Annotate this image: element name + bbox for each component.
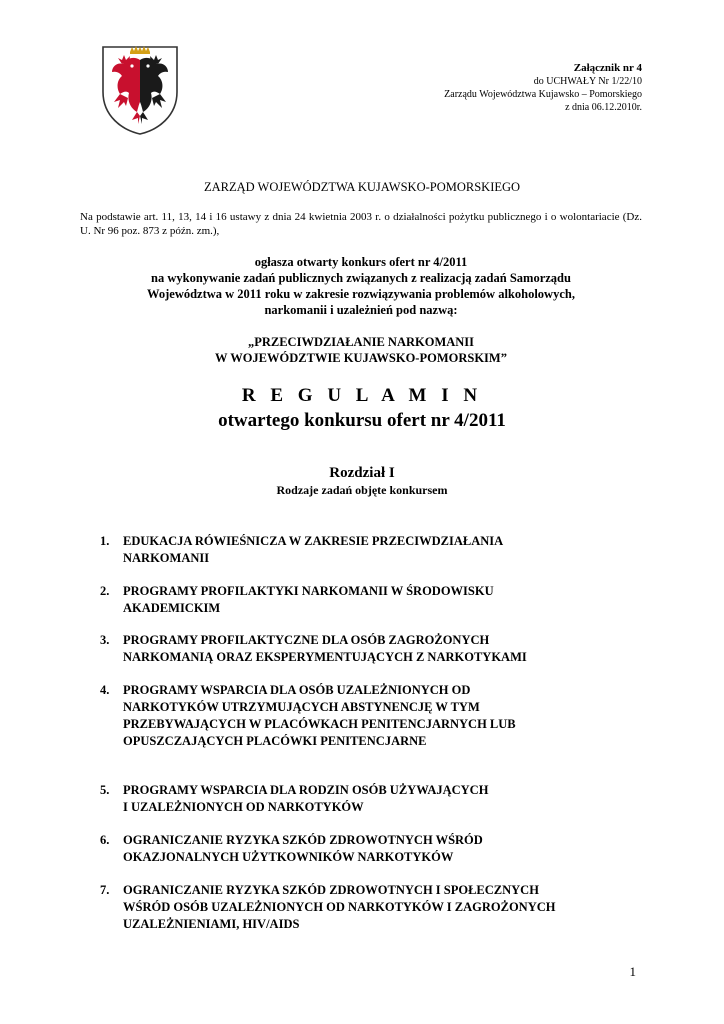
task-text-line: I UZALEŻNIONYCH OD NARKOTYKÓW <box>123 800 364 814</box>
legal-basis: Na podstawie art. 11, 13, 14 i 16 ustawy z dnia 24 kwietnia 2003 r. o działalności pożytku publicznego i o wolontariacie (Dz. U. Nr 96 poz. 873 z późn. zm.), <box>80 211 642 237</box>
task-item-3 <box>100 632 660 666</box>
chapter-subtitle: Rodzaje zadań objęte konkursem <box>276 483 448 497</box>
task-item-5 <box>100 782 660 816</box>
attachment-header <box>444 62 642 114</box>
task-number: 1. <box>100 534 110 548</box>
task-text-line: PRZEBYWAJĄCYCH W PLACÓWKACH PENITENCJARNYCH LUB <box>123 717 516 731</box>
task-text-line: AKADEMICKIM <box>123 601 221 615</box>
regulations-subheading: otwartego konkursu ofert nr 4/2011 <box>218 410 506 431</box>
task-text-line: NARKOMANIĄ ORAZ EKSPERYMENTUJĄCYCH Z NARKOTYKAMI <box>123 650 527 664</box>
page-number: 1 <box>629 964 636 979</box>
task-text-line: NARKOMANII <box>123 551 210 565</box>
coat-of-arms-icon <box>100 44 180 136</box>
chapter-heading <box>0 464 724 498</box>
task-text-line: PROGRAMY PROFILAKTYKI NARKOMANII W ŚRODOWISKU <box>123 584 494 598</box>
task-text-line: OPUSZCZAJĄCYCH PLACÓWKI PENITENCJARNE <box>123 734 427 748</box>
task-item-4 <box>100 682 660 750</box>
contest-name-line-2: W WOJEWÓDZTWIE KUJAWSKO-POMORSKIM” <box>215 351 507 365</box>
task-text-line: NARKOTYKÓW UTRZYMUJĄCYCH ABSTYNENCJĘ W TYM <box>123 700 480 714</box>
task-text-line: OGRANICZANIE RYZYKA SZKÓD ZDROWOTNYCH I SPOŁECZNYCH <box>123 883 539 897</box>
announcement-line-4: narkomanii i uzależnień pod nazwą: <box>264 303 458 317</box>
task-number: 7. <box>100 883 110 897</box>
regulations-heading: R E G U L A M I N <box>241 385 483 406</box>
task-number: 6. <box>100 833 110 847</box>
chapter-title: Rozdział I <box>329 465 395 481</box>
task-text-line: PROGRAMY WSPARCIA DLA RODZIN OSÓB UŻYWAJĄCYCH <box>123 783 489 797</box>
task-text-line: EDUKACJA RÓWIEŚNICZA W ZAKRESIE PRZECIWDZIAŁANIA <box>123 534 504 548</box>
task-item-1 <box>100 533 660 567</box>
announcement <box>80 254 642 318</box>
issuing-body: Zarządu Województwa Kujawsko – Pomorskiego <box>444 89 642 100</box>
resolution-date: z dnia 06.12.2010r. <box>565 102 642 113</box>
task-item-2 <box>100 583 660 617</box>
regulations-title <box>0 383 724 433</box>
task-item-6 <box>100 832 660 866</box>
task-number: 4. <box>100 683 110 697</box>
resolution-number: do UCHWAŁY Nr 1/22/10 <box>533 76 642 87</box>
task-number: 5. <box>100 783 110 797</box>
contest-name <box>80 334 642 366</box>
task-text-line: PROGRAMY WSPARCIA DLA OSÓB UZALEŻNIONYCH OD <box>123 683 471 697</box>
announcement-line-1: ogłasza otwarty konkurs ofert nr 4/2011 <box>254 255 468 269</box>
task-text-line: UZALEŻNIENIAMI, HIV/AIDS <box>123 917 300 931</box>
announcement-line-3: Województwa w 2011 roku w zakresie rozwiązywania problemów alkoholowych, <box>147 287 575 301</box>
task-text-line: OGRANICZANIE RYZYKA SZKÓD ZDROWOTNYCH WŚRÓD <box>123 833 483 847</box>
task-text-line: WŚRÓD OSÓB UZALEŻNIONYCH OD NARKOTYKÓW I ZAGROŻONYCH <box>123 900 556 914</box>
task-text-line: OKAZJONALNYCH UŻYTKOWNIKÓW NARKOTYKÓW <box>123 850 454 864</box>
task-text-line: PROGRAMY PROFILAKTYCZNE DLA OSÓB ZAGROŻONYCH <box>123 633 490 647</box>
announcement-line-2: na wykonywanie zadań publicznych związanych z realizacją zadań Samorządu <box>151 271 571 285</box>
task-number: 2. <box>100 584 110 598</box>
task-item-7 <box>100 882 660 933</box>
contest-name-line-1: „PRZECIWDZIAŁANIE NARKOMANII <box>247 335 475 349</box>
attachment-title: Załącznik nr 4 <box>573 62 642 74</box>
board-heading: ZARZĄD WOJEWÓDZTWA KUJAWSKO-POMORSKIEGO <box>203 180 521 194</box>
task-number: 3. <box>100 633 110 647</box>
